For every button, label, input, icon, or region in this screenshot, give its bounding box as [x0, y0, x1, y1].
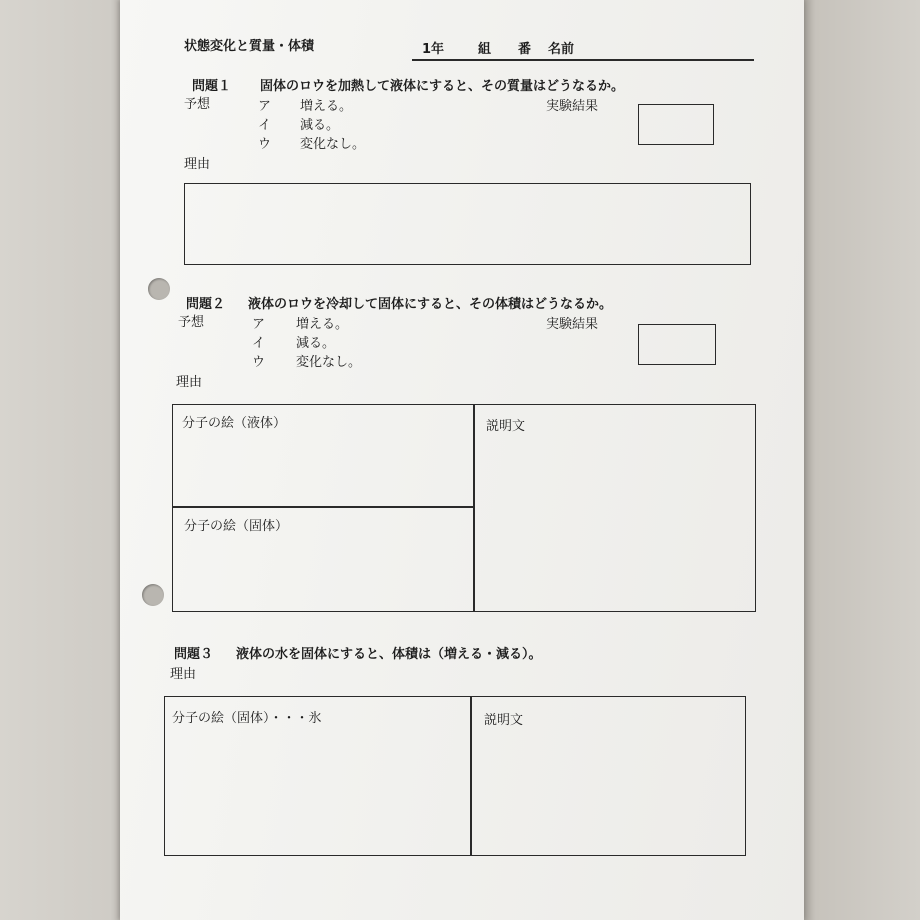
q2-reason-grid [172, 404, 756, 612]
desk-shadow [804, 0, 920, 920]
q1-label: 問題１ [192, 79, 232, 94]
grade-label: 1年 [422, 42, 445, 57]
number-label: 番 [518, 42, 532, 57]
q3-question: 液体の水を固体にすると、体積は（増える・減る）。 [236, 647, 542, 662]
header-underline [412, 59, 754, 61]
q3-label: 問題３ [174, 647, 214, 662]
q1-reason-box[interactable] [184, 183, 751, 265]
q1-reason-label: 理由 [184, 157, 211, 172]
q2-grid-horizontal-divider [172, 506, 474, 508]
q2-liquid-drawing-label: 分子の絵（液体） [182, 416, 287, 431]
q1-prediction-label: 予想 [184, 97, 211, 112]
worksheet [120, 0, 804, 920]
q1-result-box[interactable] [638, 104, 714, 145]
punch-hole-bottom [142, 584, 164, 606]
q3-grid-vertical-divider [470, 696, 472, 856]
q3-solid-drawing-label: 分子の絵（固体）・・・氷 [172, 711, 322, 726]
q2-solid-drawing-label: 分子の絵（固体） [184, 519, 289, 534]
q2-choice-a-mark: ア [252, 317, 266, 332]
worksheet-title: 状態変化と質量・体積 [184, 39, 315, 54]
q1-choice-u-text: 変化なし。 [300, 137, 366, 152]
punch-hole-top [148, 278, 170, 300]
q1-choice-i-mark: イ [258, 118, 272, 133]
q1-choice-u-mark: ウ [258, 137, 272, 152]
q3-reason-label: 理由 [170, 667, 197, 682]
q1-result-label: 実験結果 [546, 99, 599, 114]
q2-choice-u-text: 変化なし。 [296, 355, 362, 370]
q2-choice-u-mark: ウ [252, 355, 266, 370]
q1-choice-a-mark: ア [258, 99, 272, 114]
q2-result-box[interactable] [638, 324, 716, 365]
q2-explanation-label: 説明文 [486, 419, 526, 434]
q2-choice-a-text: 増える。 [296, 317, 349, 332]
q1-choice-a-text: 増える。 [300, 99, 353, 114]
q1-choice-i-text: 減る。 [300, 118, 340, 133]
q3-explanation-label: 説明文 [484, 713, 524, 728]
class-label: 組 [478, 42, 492, 57]
name-label: 名前 [548, 42, 575, 57]
q2-result-label: 実験結果 [546, 317, 599, 332]
q2-reason-label: 理由 [176, 375, 203, 390]
q2-choice-i-mark: イ [252, 336, 266, 351]
q1-question: 固体のロウを加熱して液体にすると、その質量はどうなるか。 [260, 79, 625, 94]
q2-label: 問題２ [186, 297, 226, 312]
q2-question: 液体のロウを冷却して固体にすると、その体積はどうなるか。 [248, 297, 613, 312]
q2-prediction-label: 予想 [178, 315, 205, 330]
q2-grid-vertical-divider [473, 404, 475, 612]
q2-choice-i-text: 減る。 [296, 336, 336, 351]
